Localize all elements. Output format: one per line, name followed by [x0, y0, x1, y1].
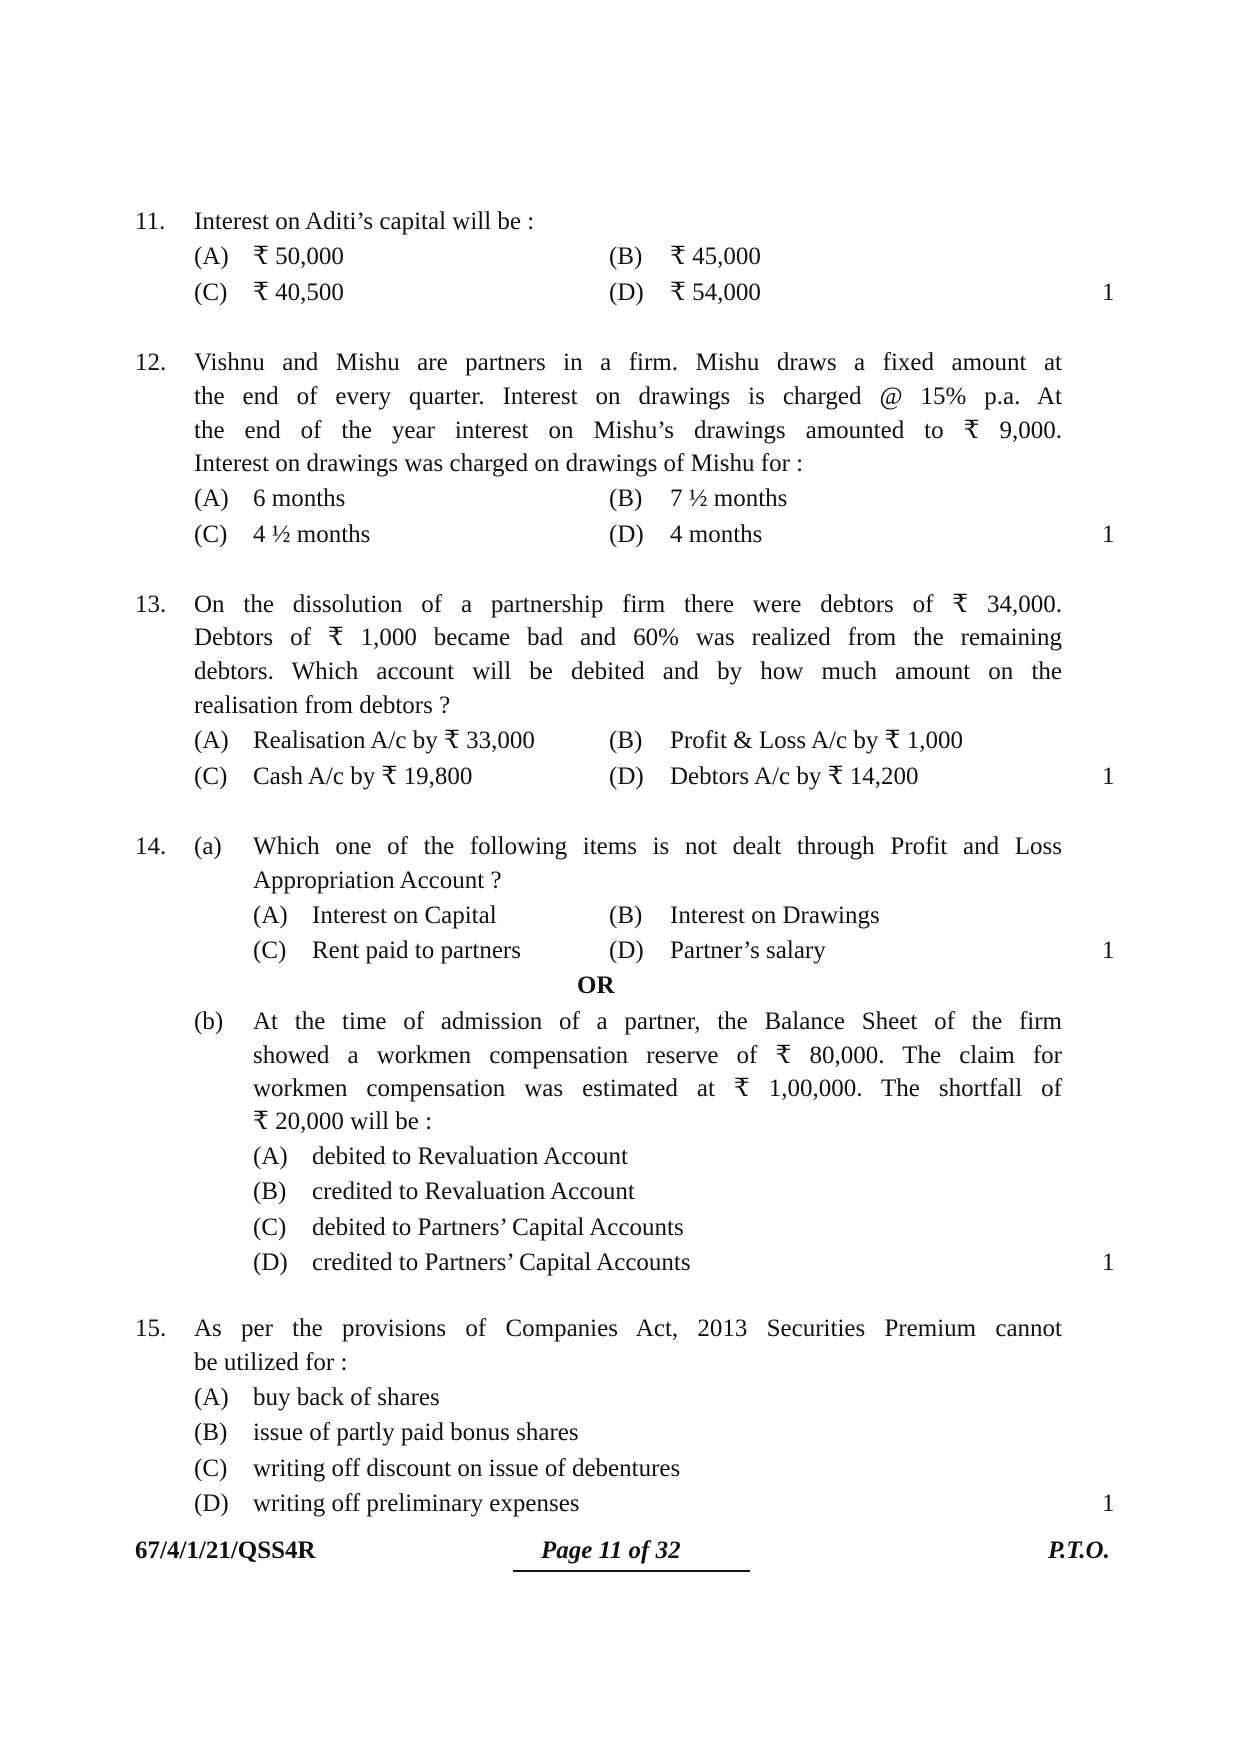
- option-label: (A): [194, 1384, 229, 1411]
- option-label: (B): [609, 243, 643, 270]
- option-text: debited to Partners’ Capital Accounts: [312, 1214, 684, 1241]
- option-text: Profit & Loss A/c by ₹ 1,000: [670, 727, 963, 754]
- option-label: (D): [253, 1249, 288, 1276]
- option-label: (A): [194, 485, 229, 512]
- question-text: Interest on Aditi’s capital will be :: [194, 208, 535, 235]
- option-text: Cash A/c by ₹ 19,800: [253, 763, 473, 790]
- question-text: Which one of the following items is not dealt through Profit and Loss: [253, 833, 1062, 860]
- question-text: the end of the year interest on Mishu’s drawings amounted to ₹ 9,000.: [194, 417, 1062, 444]
- marks: 1: [1102, 937, 1115, 964]
- option-text: ₹ 45,000: [670, 243, 761, 270]
- option-label: (D): [609, 937, 644, 964]
- option-text: Debtors A/c by ₹ 14,200: [670, 763, 919, 790]
- or-label: OR: [577, 972, 615, 999]
- option-label: (A): [194, 727, 229, 754]
- marks: 1: [1102, 1490, 1115, 1517]
- option-text: Rent paid to partners: [312, 937, 521, 964]
- option-label: (B): [194, 1419, 228, 1446]
- option-label: (C): [253, 1214, 287, 1241]
- option-label: (B): [609, 902, 643, 929]
- marks: 1: [1102, 279, 1115, 306]
- question-number: 11.: [135, 208, 166, 235]
- option-label: (C): [194, 521, 228, 548]
- option-text: 6 months: [253, 485, 346, 512]
- option-text: ₹ 50,000: [253, 243, 344, 270]
- question-number: 15.: [135, 1315, 167, 1342]
- question-text: Appropriation Account ?: [253, 867, 502, 894]
- option-label: (C): [194, 1455, 228, 1482]
- question-text: ₹ 20,000 will be :: [253, 1108, 433, 1135]
- question-number: 13.: [135, 591, 167, 618]
- option-text: writing off preliminary expenses: [253, 1490, 580, 1517]
- part-label: (b): [194, 1008, 224, 1035]
- question-text: be utilized for :: [194, 1349, 348, 1376]
- option-text: ₹ 54,000: [670, 279, 761, 306]
- page-number-underline: [513, 1570, 750, 1572]
- option-label: (D): [609, 763, 644, 790]
- option-label: (B): [253, 1178, 287, 1205]
- pto-label: P.T.O.: [1048, 1537, 1110, 1564]
- option-text: Partner’s salary: [670, 937, 826, 964]
- question-text: At the time of admission of a partner, the Balance Sheet of the firm: [253, 1008, 1062, 1035]
- question-text: workmen compensation was estimated at ₹ 1,00,000. The shortfall of: [253, 1075, 1062, 1102]
- option-label: (C): [194, 763, 228, 790]
- option-text: Interest on Capital: [312, 902, 497, 929]
- question-text: On the dissolution of a partnership firm there were debtors of ₹ 34,000.: [194, 591, 1062, 618]
- option-text: 4 months: [670, 521, 763, 548]
- option-text: debited to Revaluation Account: [312, 1143, 628, 1170]
- question-text: debtors. Which account will be debited and by how much amount on the: [194, 658, 1062, 685]
- marks: 1: [1102, 1249, 1115, 1276]
- option-label: (A): [194, 243, 229, 270]
- option-label: (A): [253, 902, 288, 929]
- question-text: showed a workmen compensation reserve of ₹ 80,000. The claim for: [253, 1042, 1062, 1069]
- question-text: Vishnu and Mishu are partners in a firm. Mishu draws a fixed amount at: [194, 349, 1062, 376]
- option-text: ₹ 40,500: [253, 279, 344, 306]
- option-label: (B): [609, 727, 643, 754]
- option-text: Interest on Drawings: [670, 902, 880, 929]
- option-label: (D): [609, 521, 644, 548]
- option-text: writing off discount on issue of debentures: [253, 1455, 681, 1482]
- question-text: Interest on drawings was charged on drawings of Mishu for :: [194, 450, 804, 477]
- paper-code: 67/4/1/21/QSS4R: [135, 1537, 316, 1564]
- option-label: (D): [609, 279, 644, 306]
- marks: 1: [1102, 521, 1115, 548]
- part-label: (a): [194, 833, 222, 860]
- option-text: Realisation A/c by ₹ 33,000: [253, 727, 535, 754]
- question-text: realisation from debtors ?: [194, 692, 451, 719]
- question-number: 12.: [135, 349, 167, 376]
- option-text: 4 ½ months: [253, 521, 371, 548]
- question-text: the end of every quarter. Interest on drawings is charged @ 15% p.a. At: [194, 383, 1062, 410]
- option-text: credited to Revaluation Account: [312, 1178, 635, 1205]
- option-text: credited to Partners’ Capital Accounts: [312, 1249, 691, 1276]
- option-text: issue of partly paid bonus shares: [253, 1419, 579, 1446]
- option-text: 7 ½ months: [670, 485, 788, 512]
- question-number: 14.: [135, 833, 167, 860]
- option-label: (A): [253, 1143, 288, 1170]
- question-text: Debtors of ₹ 1,000 became bad and 60% was realized from the remaining: [194, 624, 1062, 651]
- option-label: (C): [194, 279, 228, 306]
- option-label: (D): [194, 1490, 229, 1517]
- option-text: buy back of shares: [253, 1384, 440, 1411]
- page-number: Page 11 of 32: [541, 1537, 681, 1564]
- marks: 1: [1102, 763, 1115, 790]
- option-label: (C): [253, 937, 287, 964]
- option-label: (B): [609, 485, 643, 512]
- question-text: As per the provisions of Companies Act, 2013 Securities Premium cannot: [194, 1315, 1062, 1342]
